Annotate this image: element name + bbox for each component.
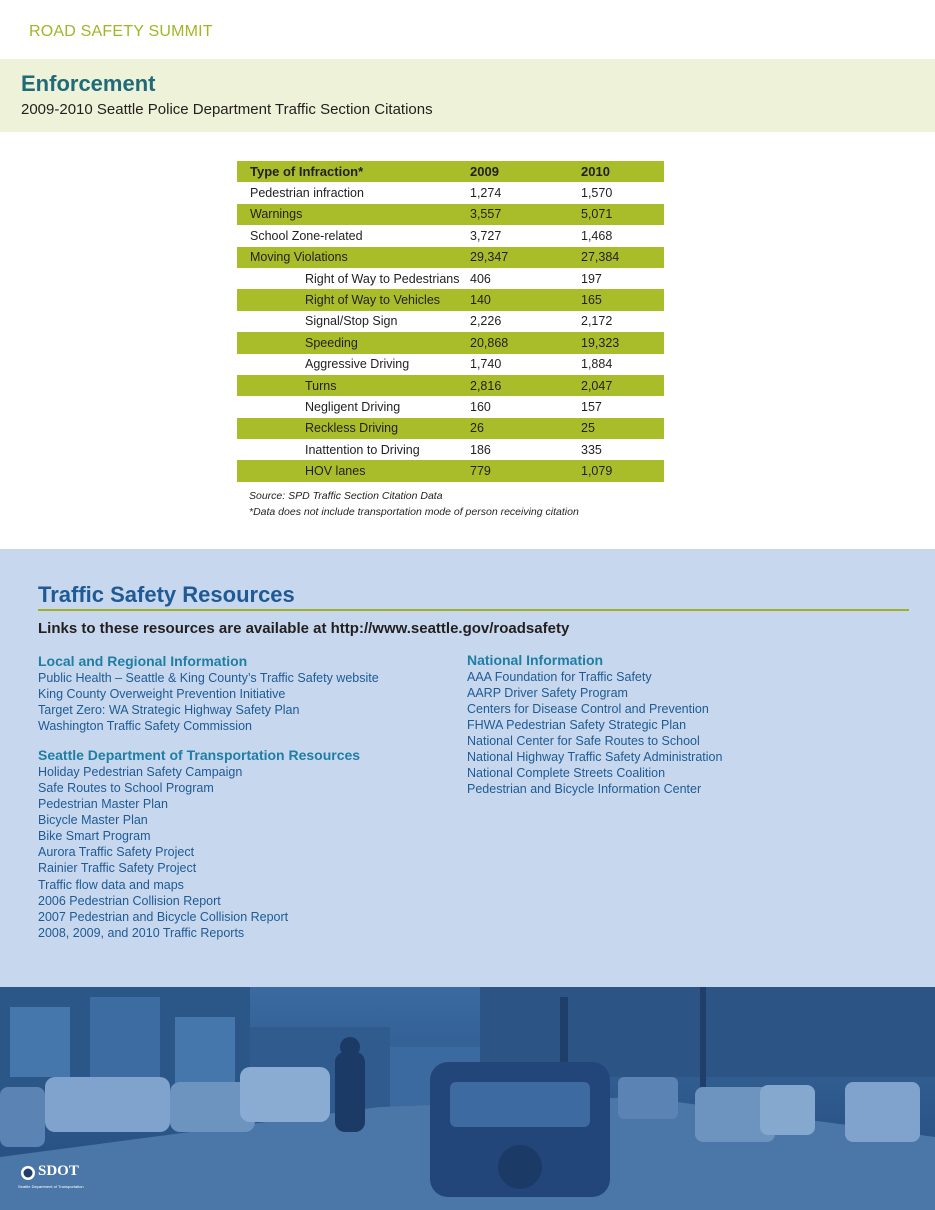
street-photo: [0, 987, 935, 1210]
value-2009-cell: 26: [470, 421, 484, 436]
page-subtitle: 2009-2010 Seattle Police Department Traffic Section Citations: [21, 101, 433, 118]
left-column: [38, 653, 379, 941]
infraction-cell: Aggressive Driving: [305, 357, 410, 372]
table-row: [237, 311, 664, 332]
value-2010-cell: 157: [581, 399, 602, 414]
value-2009-cell: 3,557: [470, 207, 502, 222]
table-row: [237, 332, 664, 353]
table-row: [237, 354, 664, 375]
value-2010-cell: 27,384: [581, 250, 620, 265]
value-2009-cell: 2,816: [470, 378, 502, 393]
value-2010-cell: 1,468: [581, 228, 613, 243]
column-header-infraction: Type of Infraction*: [250, 164, 364, 180]
resource-link[interactable]: Washington Traffic Safety Commission: [38, 719, 252, 734]
resource-link[interactable]: FHWA Pedestrian Safety Strategic Plan: [467, 718, 687, 733]
local-links: [38, 670, 379, 734]
national-heading: National Information: [467, 652, 604, 668]
value-2009-cell: 2,226: [470, 314, 502, 329]
value-2010-cell: 5,071: [581, 207, 613, 222]
resource-link[interactable]: Pedestrian and Bicycle Information Center: [467, 782, 702, 797]
infraction-cell: Reckless Driving: [305, 421, 399, 436]
table-row: [237, 204, 664, 225]
title-divider: [38, 609, 909, 611]
value-2009-cell: 3,727: [470, 228, 502, 243]
resource-link[interactable]: 2007 Pedestrian and Bicycle Collision Report: [38, 909, 289, 924]
infraction-cell: Negligent Driving: [305, 399, 401, 414]
resource-link[interactable]: Bicycle Master Plan: [38, 813, 148, 828]
resources-title: Traffic Safety Resources: [38, 582, 295, 607]
sdot-heading: Seattle Department of Transportation Resources: [38, 747, 361, 764]
infraction-cell: Speeding: [305, 335, 358, 350]
value-2010-cell: 165: [581, 293, 602, 308]
value-2009-cell: 1,274: [470, 186, 502, 201]
value-2010-cell: 2,172: [581, 314, 613, 329]
resource-link[interactable]: Public Health – Seattle & King County’s Traffic Safety website: [38, 671, 379, 685]
table-row: [237, 225, 664, 246]
value-2010-cell: 1,884: [581, 357, 613, 372]
infraction-cell: Signal/Stop Sign: [305, 314, 398, 329]
sdot-links: [38, 764, 379, 941]
infraction-cell: Turns: [305, 378, 337, 393]
resource-link[interactable]: National Complete Streets Coalition: [467, 766, 666, 781]
right-column: [467, 652, 722, 797]
local-heading: Local and Regional Information: [38, 653, 248, 669]
value-2010-cell: 197: [581, 271, 602, 286]
table-row: [237, 289, 664, 310]
resource-link[interactable]: King County Overweight Prevention Initiative: [38, 687, 286, 702]
section-header: [0, 59, 935, 132]
value-2010-cell: 25: [581, 421, 595, 436]
column-header-2009: 2009: [470, 164, 499, 180]
value-2010-cell: 19,323: [581, 335, 620, 350]
value-2009-cell: 779: [470, 464, 491, 479]
table-row: [237, 396, 664, 417]
resource-link[interactable]: Rainier Traffic Safety Project: [38, 861, 197, 876]
resource-link[interactable]: Aurora Traffic Safety Project: [38, 845, 195, 860]
event-label: ROAD SAFETY SUMMIT: [29, 23, 213, 40]
resource-link[interactable]: Bike Smart Program: [38, 829, 151, 844]
resource-link[interactable]: Centers for Disease Control and Prevention: [467, 702, 709, 717]
page-title: Enforcement: [21, 71, 156, 96]
table-row: [237, 268, 664, 289]
resource-link[interactable]: Target Zero: WA Strategic Highway Safety Plan: [38, 703, 300, 718]
value-2009-cell: 186: [470, 442, 491, 457]
links-note: Links to these resources are available at http://www.seattle.gov/roadsafety: [38, 620, 570, 637]
resource-link[interactable]: Pedestrian Master Plan: [38, 797, 168, 812]
table-header-row: [237, 161, 664, 182]
sdot-logo-icon: [20, 1165, 36, 1181]
resource-link[interactable]: Safe Routes to School Program: [38, 781, 214, 796]
value-2009-cell: 406: [470, 271, 491, 286]
value-2009-cell: 29,347: [470, 250, 509, 265]
infraction-cell: Inattention to Driving: [305, 442, 420, 457]
table-notes: [249, 489, 579, 520]
value-2010-cell: 1,570: [581, 186, 613, 201]
infraction-cell: Pedestrian infraction: [250, 186, 364, 201]
value-2010-cell: 1,079: [581, 464, 613, 479]
resource-link[interactable]: Traffic flow data and maps: [38, 877, 184, 892]
logo-tagline: Seattle Department of Transportation: [18, 1184, 84, 1189]
table-row: [237, 418, 664, 439]
infraction-cell: Right of Way to Pedestrians: [305, 271, 460, 286]
source-note: Source: SPD Traffic Section Citation Data: [249, 490, 443, 502]
resource-link[interactable]: 2006 Pedestrian Collision Report: [38, 893, 221, 908]
infraction-cell: Warnings: [250, 207, 303, 222]
citations-table: [237, 161, 664, 482]
table-row: [237, 460, 664, 481]
table-row: [237, 182, 664, 203]
value-2010-cell: 335: [581, 442, 602, 457]
table-row: [237, 247, 664, 268]
resource-link[interactable]: AAA Foundation for Traffic Safety: [467, 670, 652, 684]
value-2010-cell: 2,047: [581, 378, 613, 393]
logo-wordmark: SDOT: [38, 1163, 79, 1179]
resource-link[interactable]: Holiday Pedestrian Safety Campaign: [38, 765, 243, 780]
value-2009-cell: 160: [470, 399, 491, 414]
resource-link[interactable]: AARP Driver Safety Program: [467, 686, 628, 701]
resource-link[interactable]: 2008, 2009, and 2010 Traffic Reports: [38, 925, 245, 940]
infraction-cell: School Zone-related: [250, 228, 363, 243]
infraction-cell: Moving Violations: [250, 250, 348, 265]
footnote: *Data does not include transportation mode of person receiving citation: [249, 505, 579, 518]
infraction-cell: HOV lanes: [305, 464, 366, 479]
table-row: [237, 439, 664, 460]
infraction-cell: Right of Way to Vehicles: [305, 293, 441, 308]
national-links: [467, 669, 722, 797]
column-header-2010: 2010: [581, 164, 610, 180]
value-2009-cell: 1,740: [470, 357, 502, 372]
table-row: [237, 375, 664, 396]
street-scene-illustration: [0, 987, 935, 1210]
value-2009-cell: 140: [470, 293, 491, 308]
value-2009-cell: 20,868: [470, 335, 509, 350]
resources-panel: [0, 549, 935, 987]
resource-link[interactable]: National Highway Traffic Safety Administration: [467, 750, 723, 765]
resource-link[interactable]: National Center for Safe Routes to School: [467, 734, 700, 749]
